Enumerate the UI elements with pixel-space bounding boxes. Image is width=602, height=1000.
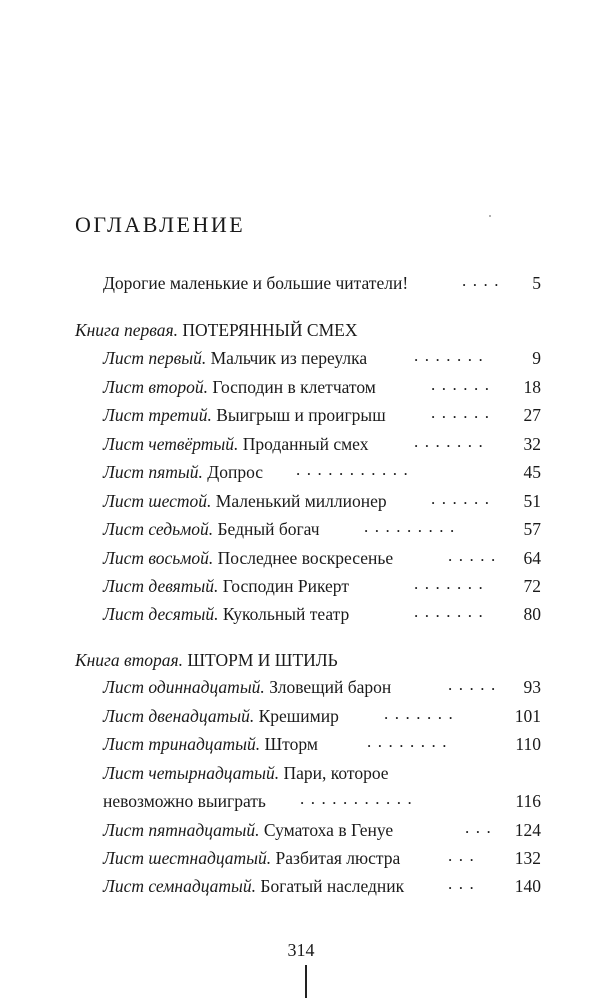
entry-prefix: Лист девятый. bbox=[103, 576, 219, 596]
entry-page: 9 bbox=[532, 348, 541, 368]
entry-label bbox=[103, 373, 376, 401]
entry-label bbox=[103, 487, 387, 515]
toc-entry[interactable] bbox=[0, 872, 602, 900]
toc-entry[interactable] bbox=[0, 401, 602, 429]
dot-leader: ........... bbox=[300, 789, 419, 808]
binding-mark bbox=[305, 965, 307, 998]
entry-page: 132 bbox=[514, 848, 541, 868]
entry-title: Допрос bbox=[207, 462, 264, 482]
toc-entry[interactable] bbox=[0, 487, 602, 515]
dot-leader: ...... bbox=[431, 403, 496, 422]
book-prefix: Книга вторая. bbox=[75, 650, 183, 670]
dot-leader: ....... bbox=[414, 574, 490, 593]
entry-page: 72 bbox=[523, 576, 541, 596]
toc-entry[interactable] bbox=[0, 730, 602, 758]
entry-prefix: Лист пятнадцатый. bbox=[103, 820, 260, 840]
toc-entry[interactable] bbox=[0, 673, 602, 701]
book-title: ПОТЕРЯННЫЙ СМЕХ bbox=[182, 320, 358, 340]
dot-leader: .... bbox=[462, 271, 505, 290]
toc-entry-multiline[interactable] bbox=[0, 759, 602, 787]
entry-title: Зловещий барон bbox=[269, 677, 392, 697]
entry-prefix: Лист двенадцатый. bbox=[103, 706, 255, 726]
entry-prefix: Лист четырнадцатый. bbox=[103, 763, 280, 783]
entry-page: 27 bbox=[523, 405, 541, 425]
entry-label bbox=[103, 430, 368, 458]
book-heading-2 bbox=[75, 646, 338, 674]
entry-title-line2: невозможно выиграть bbox=[103, 791, 266, 811]
entry-prefix: Лист седьмой. bbox=[103, 519, 214, 539]
entry-prefix: Лист первый. bbox=[103, 348, 207, 368]
entry-page: 45 bbox=[523, 462, 541, 482]
entry-page: 57 bbox=[523, 519, 541, 539]
toc-entry[interactable] bbox=[0, 544, 602, 572]
entry-title: Выигрыш и проигрыш bbox=[216, 405, 386, 425]
entry-label bbox=[103, 600, 349, 628]
entry-title: Пари, которое bbox=[283, 763, 389, 783]
dot-leader: ...... bbox=[431, 375, 496, 394]
entry-page: 124 bbox=[514, 820, 541, 840]
toc-entry-preface[interactable] bbox=[0, 269, 602, 297]
entry-label bbox=[103, 458, 263, 486]
entry-prefix: Лист семнадцатый. bbox=[103, 876, 257, 896]
book-heading-1 bbox=[75, 316, 357, 344]
entry-title: Последнее воскресенье bbox=[217, 548, 394, 568]
entry-title: Господин в клетчатом bbox=[212, 377, 376, 397]
toc-entry[interactable] bbox=[0, 600, 602, 628]
book-prefix: Книга первая. bbox=[75, 320, 179, 340]
toc-entry[interactable] bbox=[0, 430, 602, 458]
entry-prefix: Лист третий. bbox=[103, 405, 212, 425]
entry-prefix: Лист одиннадцатый. bbox=[103, 677, 265, 697]
dot-leader: ........... bbox=[296, 460, 415, 479]
entry-label bbox=[103, 872, 404, 900]
entry-title: Богатый наследник bbox=[260, 876, 405, 896]
toc-entry[interactable] bbox=[0, 373, 602, 401]
dot-leader: ... bbox=[448, 874, 481, 893]
entry-title: Господин Рикерт bbox=[222, 576, 349, 596]
dot-leader: ... bbox=[448, 846, 481, 865]
entry-page: 18 bbox=[523, 377, 541, 397]
entry-page: 64 bbox=[523, 548, 541, 568]
dot-leader: ........ bbox=[367, 732, 453, 751]
dot-leader: ....... bbox=[414, 432, 490, 451]
toc-entry[interactable] bbox=[0, 702, 602, 730]
entry-title: Суматоха в Генуе bbox=[263, 820, 394, 840]
entry-page: 80 bbox=[523, 604, 541, 624]
entry-label bbox=[103, 344, 367, 372]
entry-page: 51 bbox=[523, 491, 541, 511]
entry-label bbox=[103, 730, 318, 758]
entry-page: 116 bbox=[515, 791, 541, 811]
entry-title: Крешимир bbox=[258, 706, 339, 726]
entry-prefix: Лист шестнадцатый. bbox=[103, 848, 272, 868]
entry-label bbox=[103, 401, 386, 429]
entry-title: Маленький миллионер bbox=[215, 491, 387, 511]
page-title: ОГЛАВЛЕНИЕ bbox=[75, 212, 246, 237]
entry-page: 93 bbox=[523, 677, 541, 697]
entry-prefix: Лист второй. bbox=[103, 377, 208, 397]
toc-entry-continuation[interactable] bbox=[0, 787, 602, 815]
entry-title: Разбитая люстра bbox=[275, 848, 401, 868]
entry-title: Мальчик из переулка bbox=[210, 348, 368, 368]
entry-prefix: Лист десятый. bbox=[103, 604, 219, 624]
toc-entry[interactable] bbox=[0, 458, 602, 486]
entry-label: Дорогие маленькие и большие читатели! bbox=[103, 273, 409, 293]
entry-page: 140 bbox=[514, 876, 541, 896]
entry-title: Бедный богач bbox=[217, 519, 320, 539]
entry-prefix: Лист шестой. bbox=[103, 491, 212, 511]
entry-page: 101 bbox=[514, 706, 541, 726]
dot-leader: ......... bbox=[364, 517, 461, 536]
dot-leader: ....... bbox=[384, 704, 460, 723]
dot-leader: ... bbox=[465, 818, 498, 837]
entry-label bbox=[103, 759, 389, 787]
entry-page: 32 bbox=[523, 434, 541, 454]
entry-title: Проданный смех bbox=[242, 434, 369, 454]
entry-prefix: Лист восьмой. bbox=[103, 548, 214, 568]
entry-page: 110 bbox=[515, 734, 541, 754]
dot-leader: ....... bbox=[414, 346, 490, 365]
entry-label bbox=[103, 816, 393, 844]
book-title: ШТОРМ И ШТИЛЬ bbox=[187, 650, 338, 670]
entry-label bbox=[103, 515, 320, 543]
entry-prefix: Лист тринадцатый. bbox=[103, 734, 261, 754]
print-speck bbox=[489, 215, 491, 217]
entry-label bbox=[103, 572, 349, 600]
dot-leader: ..... bbox=[448, 675, 502, 694]
dot-leader: ...... bbox=[431, 489, 496, 508]
toc-entry[interactable] bbox=[0, 344, 602, 372]
toc-entry[interactable] bbox=[0, 816, 602, 844]
toc-entry[interactable] bbox=[0, 844, 602, 872]
toc-entry[interactable] bbox=[0, 572, 602, 600]
page-number: 314 bbox=[287, 940, 315, 960]
entry-label bbox=[103, 702, 339, 730]
entry-prefix: Лист четвёртый. bbox=[103, 434, 239, 454]
toc-entry[interactable] bbox=[0, 515, 602, 543]
entry-label bbox=[103, 544, 393, 572]
entry-title: Кукольный театр bbox=[222, 604, 350, 624]
entry-page: 5 bbox=[532, 273, 541, 293]
entry-label bbox=[103, 844, 400, 872]
entry-prefix: Лист пятый. bbox=[103, 462, 203, 482]
dot-leader: ....... bbox=[414, 602, 490, 621]
entry-title: Шторм bbox=[264, 734, 318, 754]
entry-label bbox=[103, 673, 391, 701]
dot-leader: ..... bbox=[448, 546, 502, 565]
